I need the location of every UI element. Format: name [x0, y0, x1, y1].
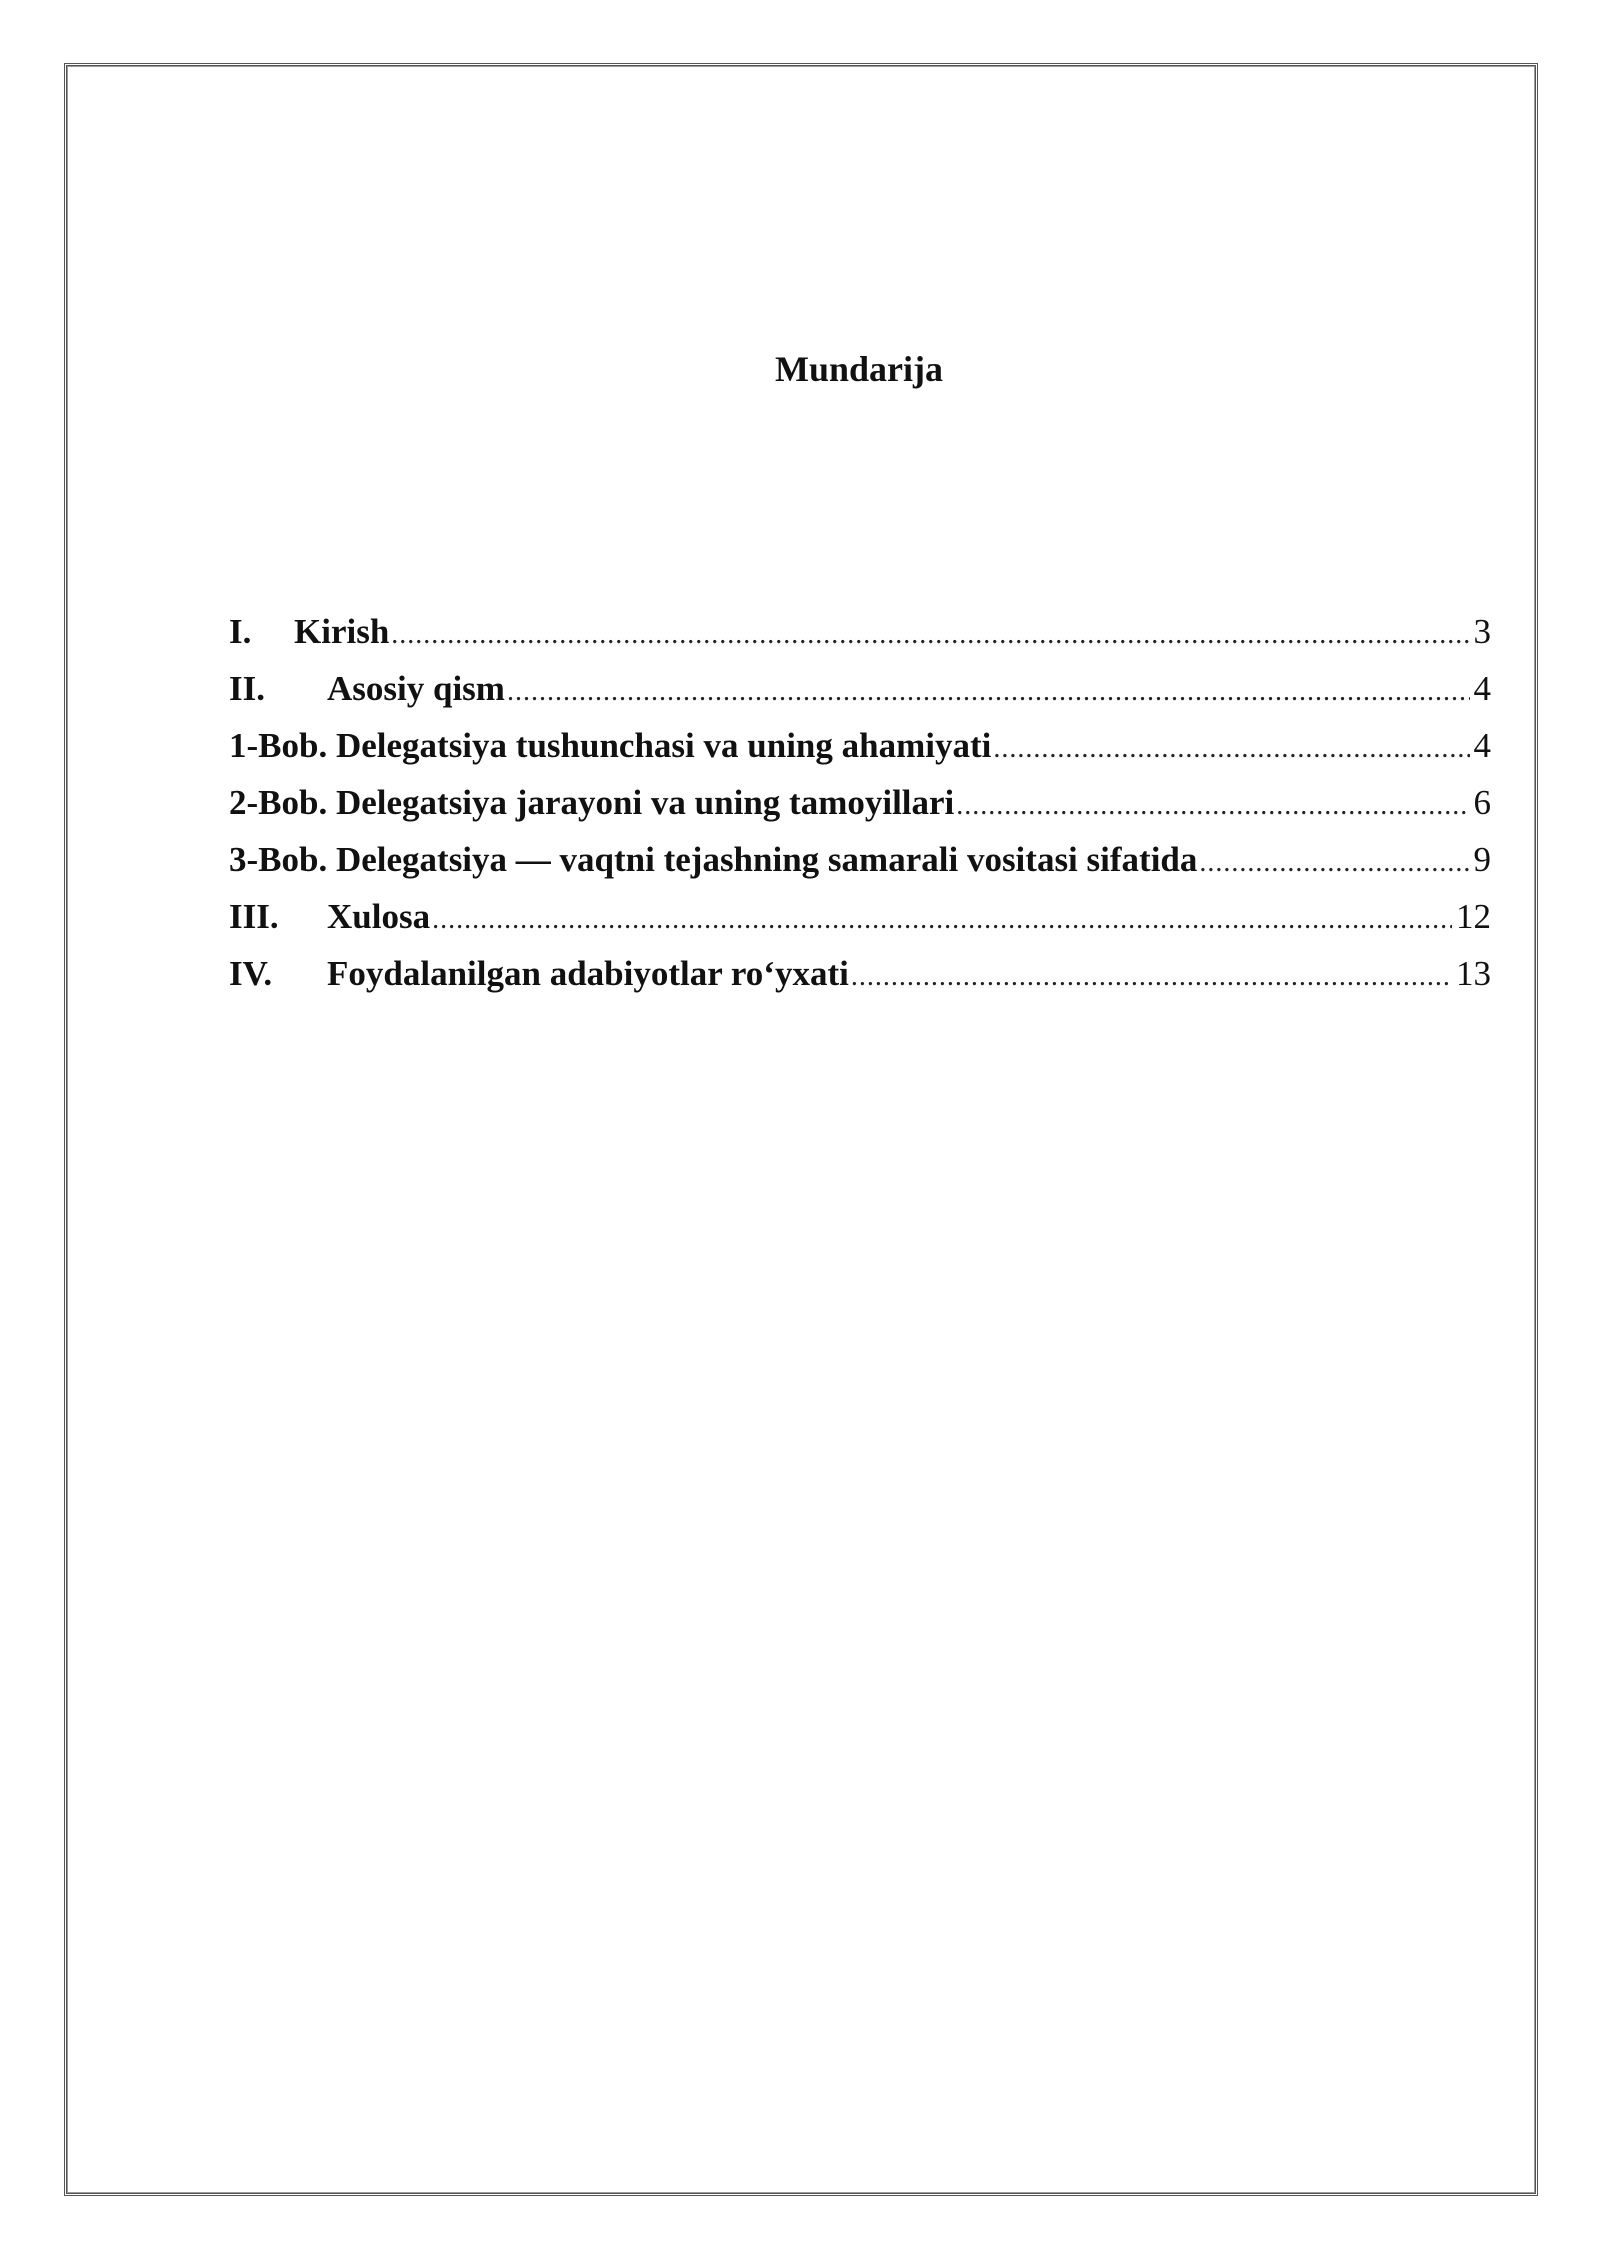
toc-entry-bob-1[interactable] — [229, 717, 1491, 774]
toc-title: Mundarija — [774, 349, 943, 389]
toc-page-number: 13 — [1456, 954, 1491, 993]
toc-entry-adabiyotlar[interactable] — [229, 945, 1491, 1002]
toc-entry-label: 1-Bob. Delegatsiya tushunchasi va uning ahamiyati — [229, 726, 992, 765]
toc-entry-label: 2-Bob. Delegatsiya jarayoni va uning tamoyillari — [229, 783, 955, 822]
toc-entry-label: 3-Bob. Delegatsiya — vaqtni tejashning samarali vositasi sifatida — [229, 840, 1198, 879]
toc-dot-leader — [432, 891, 1452, 948]
toc-page-number: 9 — [1473, 840, 1491, 879]
toc-page-number: 3 — [1473, 612, 1491, 651]
toc-entry-label: Kirish — [294, 612, 390, 651]
toc-page-number: 4 — [1473, 669, 1491, 708]
toc-dot-leader — [1199, 834, 1469, 891]
toc-dot-leader — [956, 777, 1469, 834]
toc-page-number: 4 — [1473, 726, 1491, 765]
toc-entry-bob-3[interactable] — [229, 831, 1491, 888]
table-of-contents — [229, 603, 1491, 1002]
toc-page-number: 6 — [1473, 783, 1491, 822]
toc-entry-label: Xulosa — [327, 897, 431, 936]
toc-entry-kirish[interactable] — [229, 603, 1491, 660]
toc-dot-leader — [993, 720, 1469, 777]
toc-entry-label: Foydalanilgan adabiyotlar ro‘yxati — [327, 954, 849, 993]
toc-entry-xulosa[interactable] — [229, 888, 1491, 945]
toc-entry-number: II. — [229, 669, 265, 708]
toc-entry-label: Asosiy qism — [327, 669, 505, 708]
toc-entry-number: I. — [229, 612, 252, 651]
toc-entry-bob-2[interactable] — [229, 774, 1491, 831]
toc-dot-leader — [391, 606, 1469, 663]
toc-entry-number: IV. — [229, 954, 273, 993]
toc-dot-leader — [851, 948, 1452, 1005]
toc-page-number: 12 — [1456, 897, 1491, 936]
toc-dot-leader — [507, 663, 1470, 720]
toc-entry-asosiy-qism[interactable] — [229, 660, 1491, 717]
toc-entry-number: III. — [229, 897, 279, 936]
